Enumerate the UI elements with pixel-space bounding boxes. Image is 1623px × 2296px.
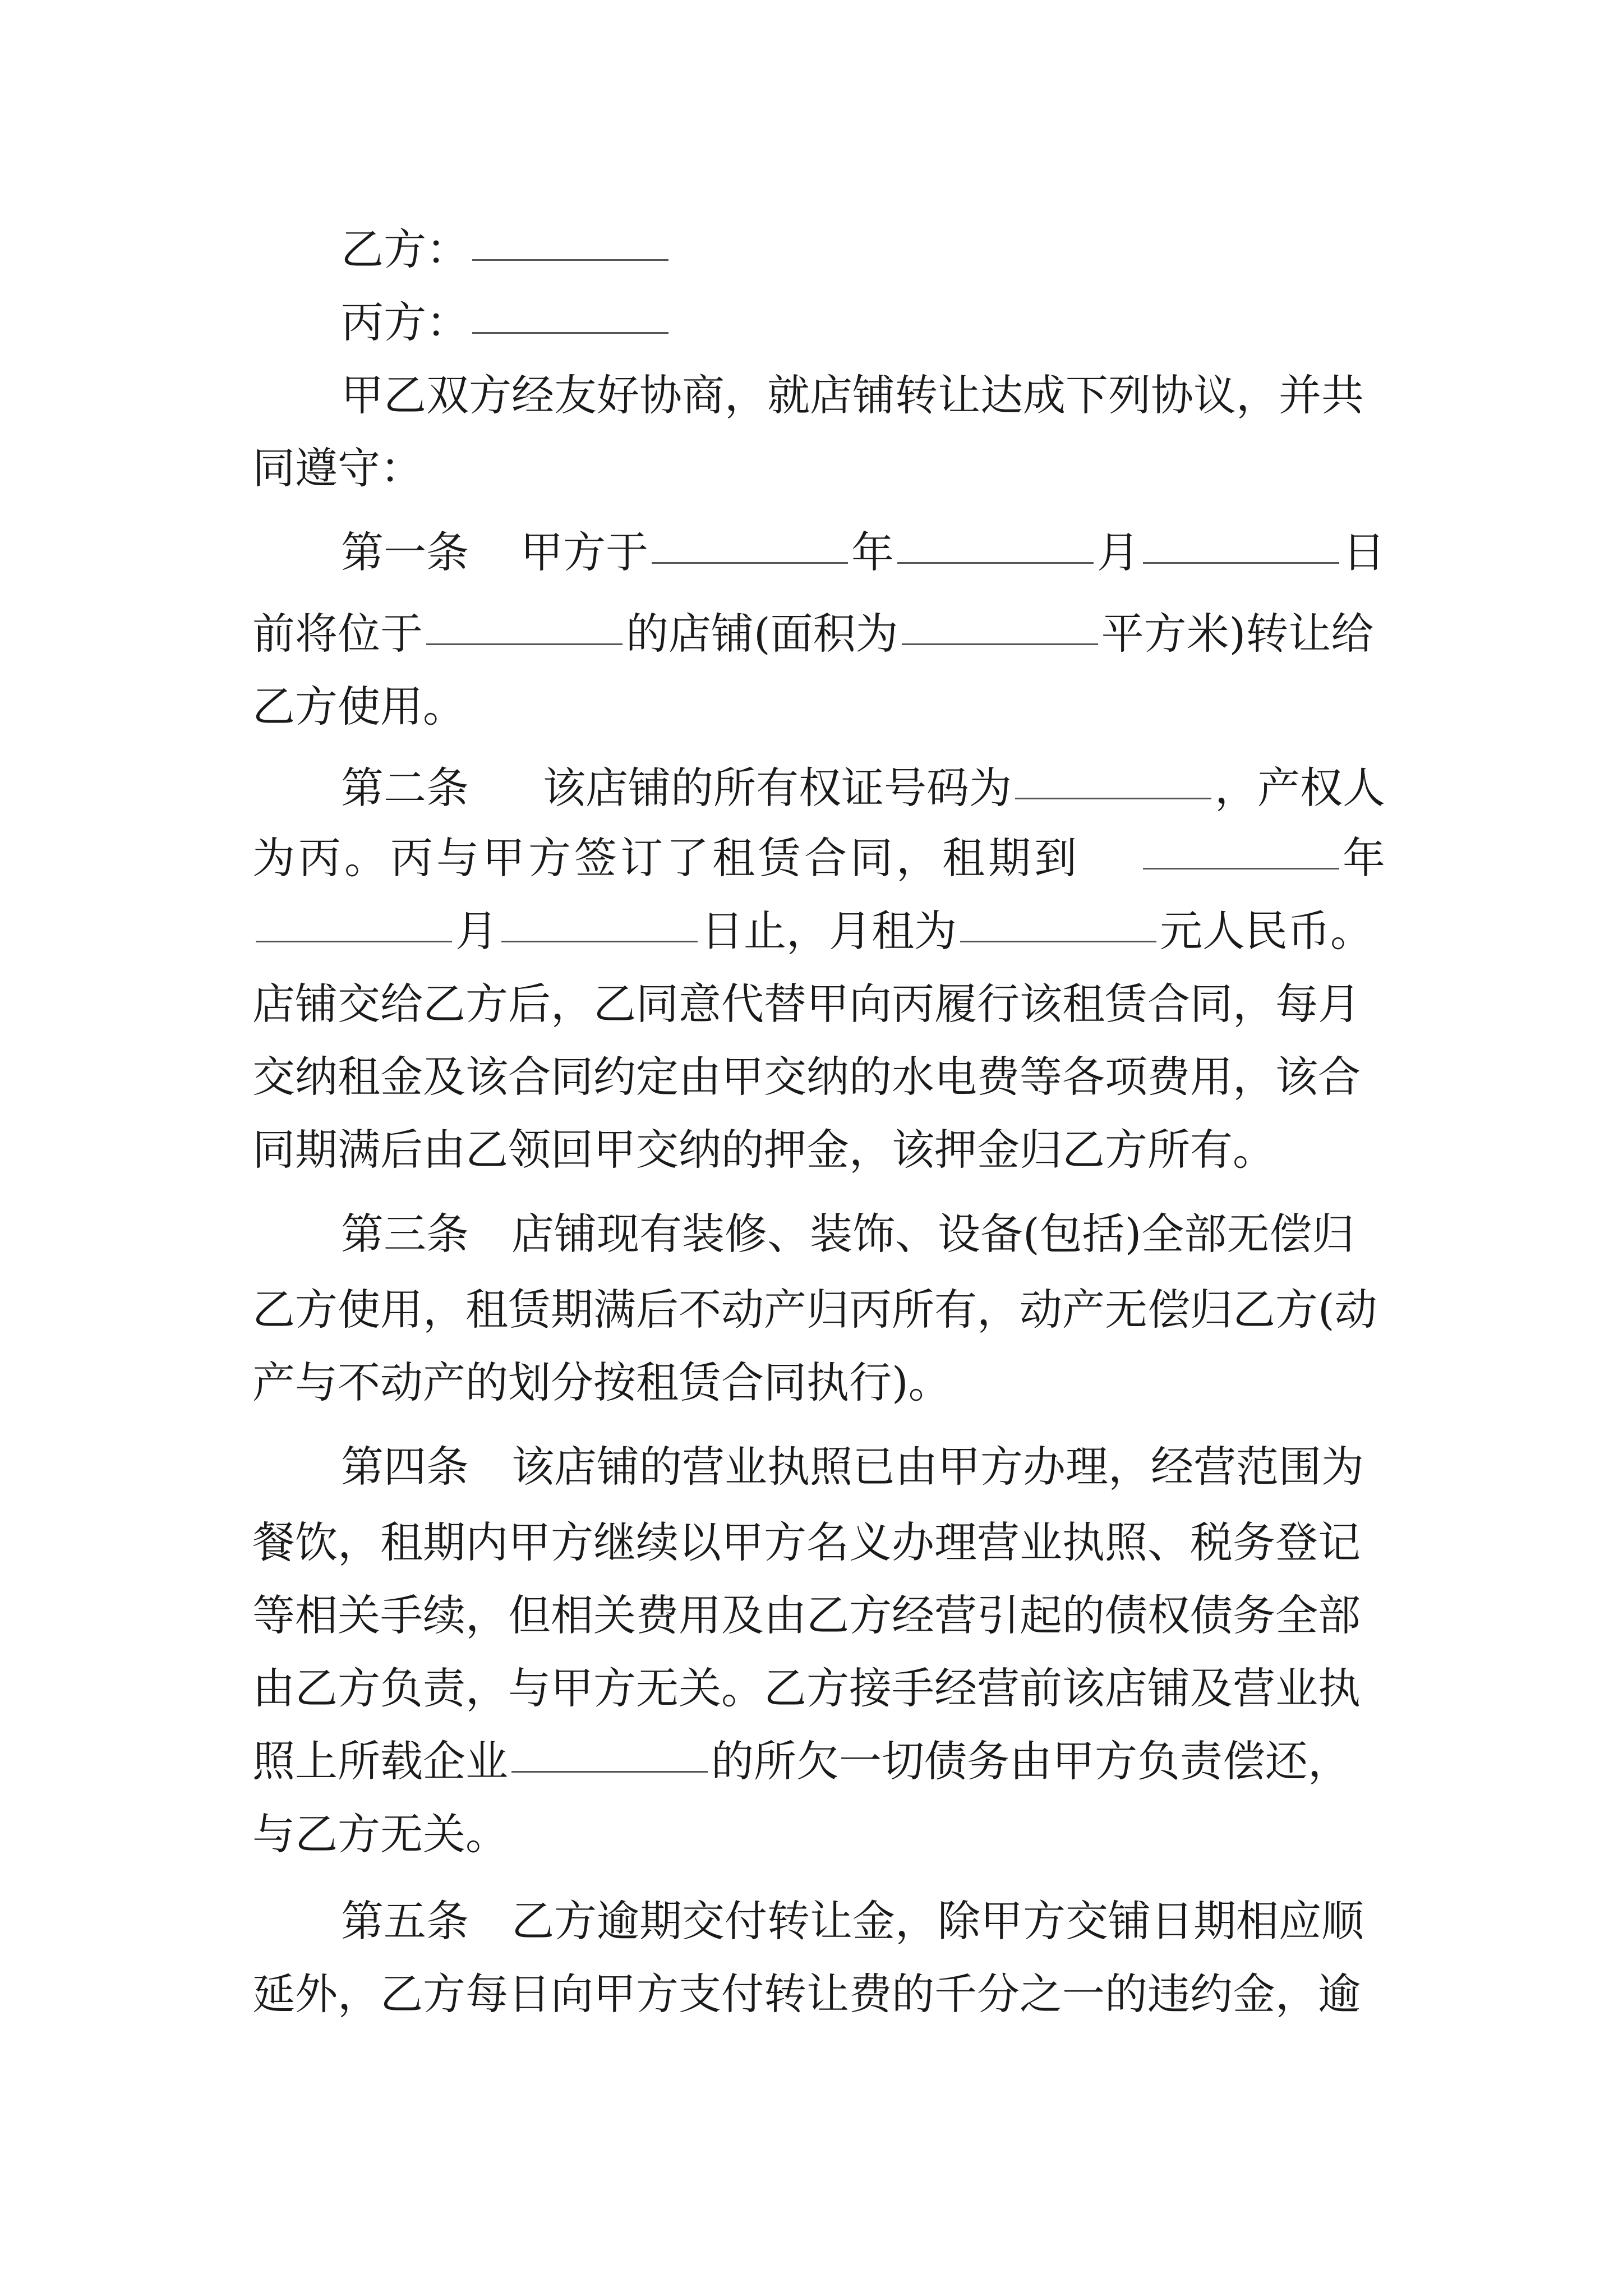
- intro-text-1: 甲乙双方经友好协商，就店铺转让达成下列协议，并共: [341, 370, 1364, 420]
- intro-text-2: 同遵守：: [252, 443, 423, 493]
- art4-line-2: [252, 1515, 1385, 1571]
- art1-line-3: [252, 679, 1385, 735]
- art1-year-blank: [652, 560, 848, 564]
- art4-l2: 餐饮，租期内甲方继续以甲方名义办理营业执照、税务登记: [252, 1517, 1361, 1567]
- art3-line-2: [252, 1282, 1385, 1338]
- art4-l5a: 照上所载企业: [252, 1736, 508, 1786]
- art2-year-blank: [1143, 866, 1339, 869]
- art4-l5b: 的所欠一切债务由甲方负责偿还，: [711, 1736, 1350, 1786]
- art2-cert-blank: [1015, 795, 1211, 799]
- party-c-blank: [472, 330, 668, 334]
- party-b-blank: [472, 257, 668, 261]
- art2-l3a: 月: [455, 906, 498, 956]
- art2-line-6: [252, 1122, 1385, 1178]
- art1-area-blank: [902, 641, 1098, 645]
- art3-l1: 第三条 店铺现有装修、装饰、设备(包括)全部无偿归: [341, 1209, 1355, 1259]
- party-c-label: 丙方：: [341, 297, 469, 347]
- art2-line-1: [341, 760, 1385, 816]
- art2-l2a: 为丙。丙与甲方签订了租赁合同，租期到: [252, 833, 1080, 883]
- art2-line-3: [252, 903, 1385, 959]
- art1-line-1: [341, 524, 1385, 581]
- art3-line-3: [252, 1355, 1385, 1411]
- art1-l2b: 的店铺(面积为: [626, 609, 898, 659]
- party-b-line: [341, 222, 1385, 278]
- art2-l5: 交纳租金及该合同约定由甲交纳的水电费等各项费用，该合: [252, 1052, 1361, 1102]
- art1-line-2: [252, 606, 1385, 662]
- art1-b: 年: [851, 527, 894, 577]
- art1-l2c: 平方米)转让给: [1101, 609, 1374, 659]
- art2-line-4: [252, 976, 1385, 1032]
- art3-line-1: [341, 1206, 1385, 1262]
- art1-d: 日: [1343, 527, 1385, 577]
- art5-line-2: [252, 1966, 1385, 2022]
- art2-l3c: 元人民币。: [1160, 906, 1373, 956]
- party-b-label: 乙方：: [341, 224, 469, 274]
- art1-c: 月: [1097, 527, 1140, 577]
- art2-line-2: [252, 830, 1385, 886]
- art2-day-blank: [501, 938, 698, 942]
- art2-l3b: 日止，月租为: [701, 906, 957, 956]
- art4-line-1: [341, 1439, 1385, 1495]
- art4-l4: 由乙方负责，与甲方无关。乙方接手经营前该店铺及营业执: [252, 1663, 1361, 1713]
- art1-l3: 乙方使用。: [252, 682, 465, 731]
- art4-l3: 等相关手续，但相关费用及由乙方经营引起的债权债务全部: [252, 1590, 1361, 1640]
- art4-line-6: [252, 1806, 1385, 1862]
- art3-l3: 产与不动产的划分按租赁合同执行)。: [252, 1358, 951, 1407]
- art4-line-5: [252, 1733, 1385, 1789]
- art1-location-blank: [426, 641, 623, 645]
- art1-month-blank: [897, 560, 1094, 564]
- art2-title: 第二条: [341, 763, 469, 813]
- art2-l1b: ，产权人: [1215, 763, 1385, 813]
- art2-rent-blank: [960, 938, 1156, 942]
- art2-l6: 同期满后由乙领回甲交纳的押金，该押金归乙方所有。: [252, 1125, 1275, 1175]
- art4-l6: 与乙方无关。: [252, 1809, 508, 1859]
- art3-l2: 乙方使用，租赁期满后不动产归丙所有，动产无偿归乙方(动: [252, 1285, 1377, 1335]
- intro-line-1: [341, 367, 1385, 424]
- art1-a: 甲方于: [520, 527, 648, 577]
- art4-line-3: [252, 1588, 1385, 1644]
- art5-l2: 延外，乙方每日向甲方支付转让费的千分之一的违约金，逾: [252, 1969, 1361, 2019]
- art2-l1a: 该店铺的所有权证号码为: [543, 763, 1012, 813]
- art2-l2b: 年: [1343, 833, 1385, 883]
- intro-line-2: [252, 440, 1385, 496]
- party-c-line: [341, 295, 1385, 351]
- art2-month-blank: [256, 938, 452, 942]
- art5-l1: 第五条 乙方逾期交付转让金，除甲方交铺日期相应顺: [341, 1896, 1364, 1946]
- art2-line-5: [252, 1049, 1385, 1105]
- art5-line-1: [341, 1893, 1385, 1949]
- art1-day-blank: [1143, 560, 1339, 564]
- art4-line-4: [252, 1660, 1385, 1717]
- art1-l2a: 前将位于: [252, 609, 423, 659]
- art4-company-blank: [511, 1769, 708, 1773]
- art1-title: 第一条: [341, 527, 469, 577]
- art4-l1: 第四条 该店铺的营业执照已由甲方办理，经营范围为: [341, 1442, 1364, 1492]
- art2-l4: 店铺交给乙方后，乙同意代替甲向丙履行该租赁合同，每月: [252, 979, 1361, 1029]
